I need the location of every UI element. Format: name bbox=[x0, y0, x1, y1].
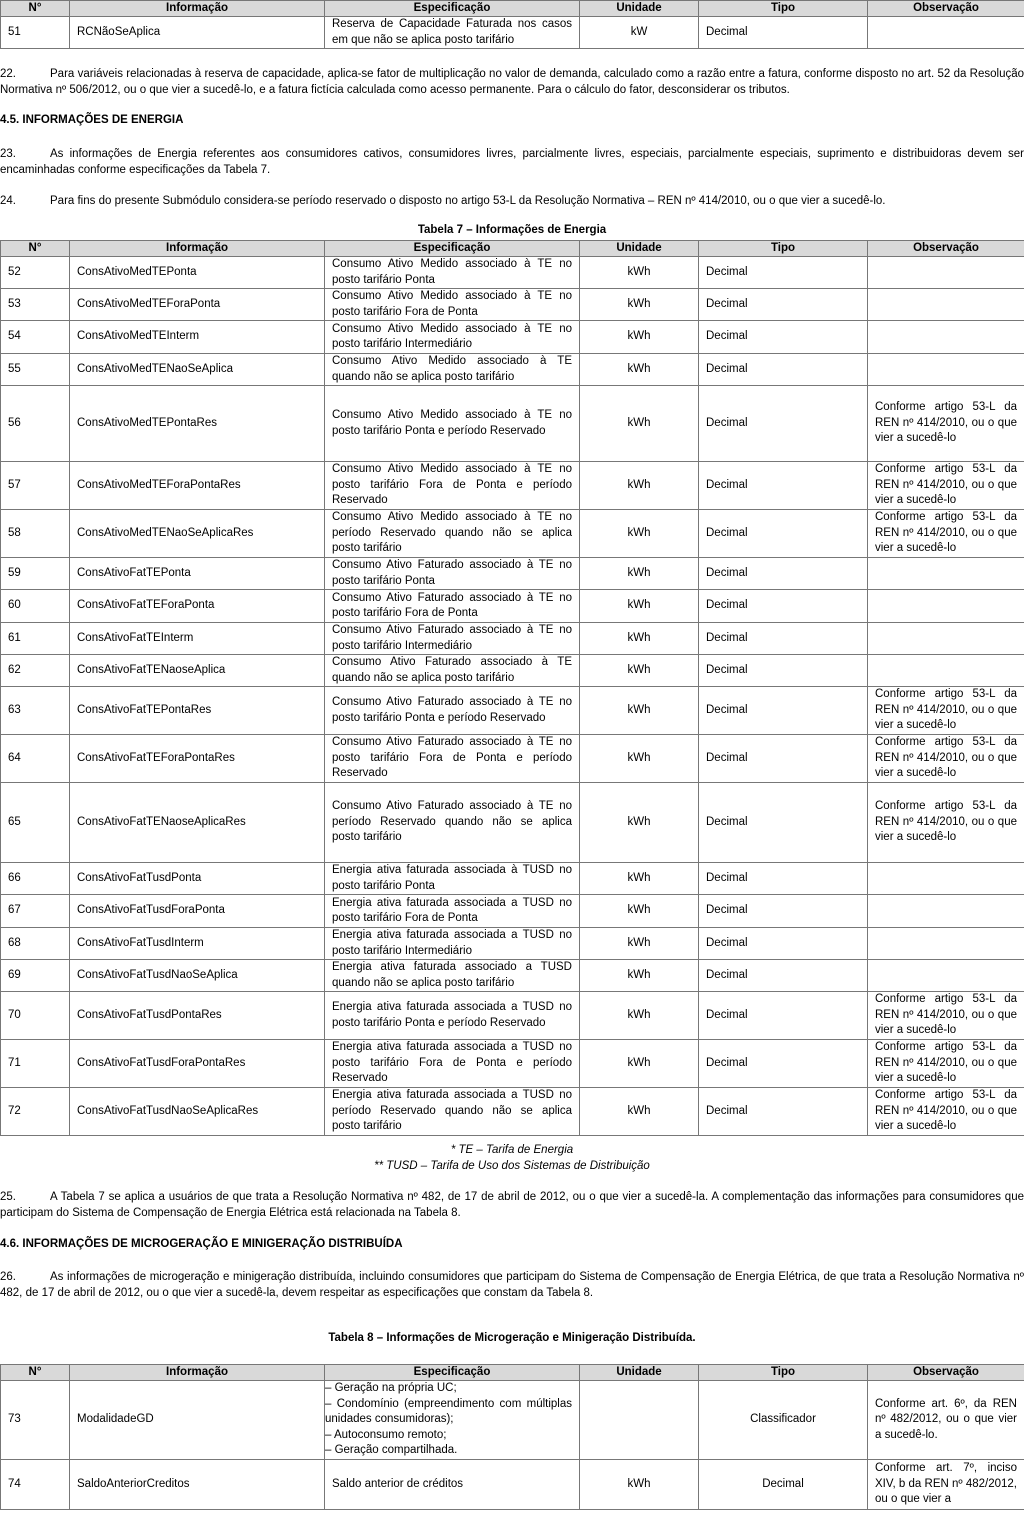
cell-unidade: kWh bbox=[580, 386, 699, 462]
table-row bbox=[1, 257, 1024, 289]
cell-informacao: ConsAtivoFatTusdNaoSeAplicaRes bbox=[70, 1088, 325, 1136]
cell-n: 61 bbox=[1, 623, 70, 655]
table-body bbox=[1, 1381, 1024, 1510]
table-row bbox=[1, 1040, 1024, 1088]
cell-n: 66 bbox=[1, 863, 70, 895]
table-8 bbox=[0, 1364, 1024, 1510]
cell-especificacao bbox=[325, 1381, 580, 1460]
header-especificacao: Especificação bbox=[325, 241, 580, 257]
table-row bbox=[1, 863, 1024, 895]
cell-especificacao: Energia ativa faturada associado a TUSD quando não se aplica posto tarifário bbox=[325, 960, 580, 992]
cell-especificacao: Consumo Ativo Faturado associado à TE no posto tarifário Fora de Ponta e período Reservado bbox=[325, 735, 580, 783]
header-informacao: Informação bbox=[70, 1, 325, 17]
cell-especificacao: Consumo Ativo Faturado associado à TE no período Reservado quando não se aplica posto tarifário bbox=[325, 783, 580, 863]
cell-n: 59 bbox=[1, 558, 70, 590]
header-especificacao: Especificação bbox=[325, 1, 580, 17]
cell-observacao bbox=[868, 354, 1024, 386]
header-tipo: Tipo bbox=[699, 241, 868, 257]
spec-item: – Autoconsumo remoto; bbox=[325, 1428, 447, 1441]
table-row bbox=[1, 895, 1024, 928]
cell-observacao: Conforme art. 6º, da REN nº 482/2012, ou o que vier a sucedê-lo. bbox=[868, 1381, 1024, 1460]
table-row bbox=[1, 735, 1024, 783]
cell-n: 63 bbox=[1, 687, 70, 735]
cell-informacao: ConsAtivoFatTEPonta bbox=[70, 558, 325, 590]
cell-tipo: Decimal bbox=[699, 735, 868, 783]
cell-especificacao: Consumo Ativo Faturado associado à TE no posto tarifário Ponta bbox=[325, 558, 580, 590]
cell-observacao bbox=[868, 895, 1024, 928]
table-header-row bbox=[1, 1365, 1024, 1381]
footnote-te: * TE – Tarifa de Energia bbox=[450, 1144, 574, 1156]
cell-unidade: kWh bbox=[580, 289, 699, 321]
cell-n: 56 bbox=[1, 386, 70, 462]
cell-unidade: kW bbox=[580, 17, 699, 49]
header-observacao: Observação bbox=[868, 1, 1024, 17]
cell-informacao: ConsAtivoFatTEForaPontaRes bbox=[70, 735, 325, 783]
paragraph-23 bbox=[0, 146, 1024, 178]
header-especificacao: Especificação bbox=[325, 1365, 580, 1381]
header-n: N° bbox=[1, 1, 70, 17]
cell-unidade: kWh bbox=[580, 1460, 699, 1510]
cell-n: 53 bbox=[1, 289, 70, 321]
section-heading-4-5: 4.5. INFORMAÇÕES DE ENERGIA bbox=[0, 114, 184, 126]
cell-n: 69 bbox=[1, 960, 70, 992]
cell-especificacao: Consumo Ativo Faturado associado à TE no posto tarifário Fora de Ponta bbox=[325, 590, 580, 623]
cell-unidade: kWh bbox=[580, 655, 699, 687]
cell-especificacao: Consumo Ativo Medido associado à TE no posto tarifário Fora de Ponta bbox=[325, 289, 580, 321]
table-row bbox=[1, 687, 1024, 735]
cell-informacao: ConsAtivoFatTENaoseAplica bbox=[70, 655, 325, 687]
cell-n: 72 bbox=[1, 1088, 70, 1136]
section-heading-4-6: 4.6. INFORMAÇÕES DE MICROGERAÇÃO E MINIGERAÇÃO DISTRIBUÍDA bbox=[0, 1238, 403, 1250]
table-row bbox=[1, 462, 1024, 510]
cell-observacao bbox=[868, 655, 1024, 687]
footnote-tusd: ** TUSD – Tarifa de Uso dos Sistemas de Distribuição bbox=[374, 1160, 650, 1172]
cell-especificacao: Consumo Ativo Faturado associado à TE no posto tarifário Intermediário bbox=[325, 623, 580, 655]
cell-tipo: Decimal bbox=[699, 321, 868, 354]
paragraph-text: As informações de microgeração e minigeração distribuída, incluindo consumidores que participam do Sistema de Compensação de Energia Elétrica, de que trata a Resolução Normativa nº 482, de 17 de abril de 2012, ou o que vier a sucedê-la, devem respeitar as especificações que constam da Tabela 8. bbox=[0, 1271, 1024, 1299]
header-n: N° bbox=[1, 1365, 70, 1381]
cell-informacao: SaldoAnteriorCreditos bbox=[70, 1460, 325, 1510]
paragraph-22 bbox=[0, 66, 1024, 98]
cell-informacao: ConsAtivoFatTENaoseAplicaRes bbox=[70, 783, 325, 863]
cell-tipo: Classificador bbox=[699, 1381, 868, 1460]
cell-n: 64 bbox=[1, 735, 70, 783]
cell-tipo: Decimal bbox=[699, 558, 868, 590]
cell-informacao: ModalidadeGD bbox=[70, 1381, 325, 1460]
table-header-row bbox=[1, 241, 1024, 257]
cell-n: 70 bbox=[1, 992, 70, 1040]
paragraph-text: Para variáveis relacionadas à reserva de capacidade, aplica-se fator de multiplicação no valor de demanda, calculado como a razão entre a fatura, conforme disposto no art. 52 da Resolução Normativa nº 506/2012, ou o que vier a sucedê-lo, e a fatura fictícia calculada como acesso permanente. Para o cálculo do fator, desconsiderar os tributos. bbox=[0, 68, 1024, 96]
cell-unidade: kWh bbox=[580, 558, 699, 590]
cell-observacao: Conforme artigo 53-L da REN nº 414/2010, ou o que vier a sucedê-lo bbox=[868, 687, 1024, 735]
cell-especificacao: Consumo Ativo Medido associado à TE quando não se aplica posto tarifário bbox=[325, 354, 580, 386]
paragraph-text: A Tabela 7 se aplica a usuários de que trata a Resolução Normativa nº 482, de 17 de abril de 2012, ou o que vier a sucedê-la. A complementação das informações para consumidores que participam do Sistema de Compensação de Energia Elétrica está relacionada na Tabela 8. bbox=[0, 1191, 1024, 1219]
cell-especificacao: Energia ativa faturada associada a TUSD no posto tarifário Fora de Ponta e período Reservado bbox=[325, 1040, 580, 1088]
cell-tipo: Decimal bbox=[699, 687, 868, 735]
cell-informacao: ConsAtivoFatTusdNaoSeAplica bbox=[70, 960, 325, 992]
cell-observacao: Conforme artigo 53-L da REN nº 414/2010, ou o que vier a sucedê-lo bbox=[868, 992, 1024, 1040]
cell-informacao: ConsAtivoFatTusdForaPonta bbox=[70, 895, 325, 928]
cell-n: 60 bbox=[1, 590, 70, 623]
cell-tipo: Decimal bbox=[699, 386, 868, 462]
paragraph-25 bbox=[0, 1189, 1024, 1221]
cell-tipo: Decimal bbox=[699, 895, 868, 928]
table-6-continuation bbox=[0, 0, 1024, 49]
cell-informacao: ConsAtivoMedTEPontaRes bbox=[70, 386, 325, 462]
cell-tipo: Decimal bbox=[699, 960, 868, 992]
cell-tipo: Decimal bbox=[699, 1088, 868, 1136]
header-observacao: Observação bbox=[868, 1365, 1024, 1381]
cell-observacao: Conforme artigo 53-L da REN nº 414/2010, ou o que vier a sucedê-lo bbox=[868, 783, 1024, 863]
cell-observacao bbox=[868, 960, 1024, 992]
table-8-caption: Tabela 8 – Informações de Microgeração e Minigeração Distribuída. bbox=[328, 1332, 696, 1344]
cell-observacao bbox=[868, 17, 1024, 49]
table-row bbox=[1, 17, 1024, 49]
table-row bbox=[1, 992, 1024, 1040]
cell-tipo: Decimal bbox=[699, 354, 868, 386]
header-unidade: Unidade bbox=[580, 1365, 699, 1381]
cell-unidade: kWh bbox=[580, 687, 699, 735]
cell-especificacao: Energia ativa faturada associada a TUSD no período Reservado quando não se aplica posto tarifário bbox=[325, 1088, 580, 1136]
cell-observacao: Conforme art. 7º, inciso XIV, b da REN nº 482/2012, ou o que vier a bbox=[868, 1460, 1024, 1510]
cell-informacao: ConsAtivoFatTusdInterm bbox=[70, 928, 325, 960]
paragraph-number: 25. bbox=[0, 1191, 16, 1203]
cell-informacao: ConsAtivoMedTEPonta bbox=[70, 257, 325, 289]
paragraph-number: 22. bbox=[0, 68, 16, 80]
cell-especificacao: Consumo Ativo Medido associado à TE no posto tarifário Fora de Ponta e período Reservado bbox=[325, 462, 580, 510]
cell-observacao bbox=[868, 863, 1024, 895]
cell-especificacao: Consumo Ativo Medido associado à TE no período Reservado quando não se aplica posto tarifário bbox=[325, 510, 580, 558]
cell-informacao: ConsAtivoFatTusdPonta bbox=[70, 863, 325, 895]
cell-tipo: Decimal bbox=[699, 623, 868, 655]
cell-informacao: ConsAtivoMedTEForaPontaRes bbox=[70, 462, 325, 510]
table-row bbox=[1, 655, 1024, 687]
cell-unidade: kWh bbox=[580, 321, 699, 354]
cell-unidade: kWh bbox=[580, 960, 699, 992]
table-row bbox=[1, 928, 1024, 960]
cell-tipo: Decimal bbox=[699, 1460, 868, 1510]
cell-unidade: kWh bbox=[580, 510, 699, 558]
cell-tipo: Decimal bbox=[699, 257, 868, 289]
cell-especificacao: Energia ativa faturada associada a TUSD no posto tarifário Intermediário bbox=[325, 928, 580, 960]
table-row bbox=[1, 1088, 1024, 1136]
cell-tipo: Decimal bbox=[699, 992, 868, 1040]
cell-tipo: Decimal bbox=[699, 289, 868, 321]
cell-unidade: kWh bbox=[580, 992, 699, 1040]
paragraph-number: 23. bbox=[0, 148, 16, 160]
cell-tipo: Decimal bbox=[699, 928, 868, 960]
cell-observacao: Conforme artigo 53-L da REN nº 414/2010, ou o que vier a sucedê-lo bbox=[868, 386, 1024, 462]
cell-n: 55 bbox=[1, 354, 70, 386]
cell-unidade: kWh bbox=[580, 863, 699, 895]
table-row bbox=[1, 289, 1024, 321]
header-unidade: Unidade bbox=[580, 1, 699, 17]
cell-especificacao: Consumo Ativo Medido associado à TE no posto tarifário Ponta e período Reservado bbox=[325, 386, 580, 462]
paragraph-text: As informações de Energia referentes aos consumidores cativos, consumidores livres, parcialmente livres, especiais, parcialmente especiais, suprimento e distribuidoras devem ser encaminhadas conforme especificações da Tabela 7. bbox=[0, 148, 1024, 176]
cell-informacao: ConsAtivoFatTusdPontaRes bbox=[70, 992, 325, 1040]
cell-n: 54 bbox=[1, 321, 70, 354]
table-row bbox=[1, 354, 1024, 386]
cell-tipo: Decimal bbox=[699, 655, 868, 687]
cell-unidade: kWh bbox=[580, 783, 699, 863]
table-body bbox=[1, 17, 1024, 49]
cell-observacao: Conforme artigo 53-L da REN nº 414/2010, ou o que vier a sucedê-lo bbox=[868, 1088, 1024, 1136]
cell-observacao: Conforme artigo 53-L da REN nº 414/2010, ou o que vier a sucedê-lo bbox=[868, 1040, 1024, 1088]
cell-especificacao: Consumo Ativo Medido associado à TE no posto tarifário Ponta bbox=[325, 257, 580, 289]
spec-item: – Geração na própria UC; bbox=[325, 1382, 457, 1395]
cell-tipo: Decimal bbox=[699, 510, 868, 558]
cell-n: 73 bbox=[1, 1381, 70, 1460]
cell-especificacao: Consumo Ativo Medido associado à TE no posto tarifário Intermediário bbox=[325, 321, 580, 354]
cell-tipo: Decimal bbox=[699, 783, 868, 863]
cell-informacao: ConsAtivoMedTEInterm bbox=[70, 321, 325, 354]
cell-observacao bbox=[868, 289, 1024, 321]
header-informacao: Informação bbox=[70, 241, 325, 257]
cell-informacao: ConsAtivoMedTENaoSeAplicaRes bbox=[70, 510, 325, 558]
table-7 bbox=[0, 240, 1024, 1136]
header-tipo: Tipo bbox=[699, 1365, 868, 1381]
cell-n: 65 bbox=[1, 783, 70, 863]
cell-especificacao: Saldo anterior de créditos bbox=[325, 1460, 580, 1510]
cell-unidade: kWh bbox=[580, 735, 699, 783]
cell-n: 57 bbox=[1, 462, 70, 510]
cell-tipo: Decimal bbox=[699, 462, 868, 510]
cell-informacao: RCNãoSeAplica bbox=[70, 17, 325, 49]
table-row bbox=[1, 1460, 1024, 1510]
cell-unidade: kWh bbox=[580, 928, 699, 960]
paragraph-number: 26. bbox=[0, 1271, 16, 1283]
cell-observacao bbox=[868, 558, 1024, 590]
cell-n: 71 bbox=[1, 1040, 70, 1088]
cell-informacao: ConsAtivoFatTusdForaPontaRes bbox=[70, 1040, 325, 1088]
cell-observacao bbox=[868, 257, 1024, 289]
cell-n: 58 bbox=[1, 510, 70, 558]
cell-especificacao: Energia ativa faturada associada a TUSD no posto tarifário Ponta e período Reservado bbox=[325, 992, 580, 1040]
cell-unidade: kWh bbox=[580, 590, 699, 623]
cell-especificacao: Consumo Ativo Faturado associado à TE no posto tarifário Ponta e período Reservado bbox=[325, 687, 580, 735]
cell-informacao: ConsAtivoFatTEPontaRes bbox=[70, 687, 325, 735]
header-n: N° bbox=[1, 241, 70, 257]
table-row bbox=[1, 558, 1024, 590]
cell-especificacao: Consumo Ativo Faturado associado à TE quando não se aplica posto tarifário bbox=[325, 655, 580, 687]
cell-n: 62 bbox=[1, 655, 70, 687]
cell-n: 52 bbox=[1, 257, 70, 289]
cell-n: 68 bbox=[1, 928, 70, 960]
header-unidade: Unidade bbox=[580, 241, 699, 257]
cell-observacao bbox=[868, 590, 1024, 623]
cell-informacao: ConsAtivoMedTEForaPonta bbox=[70, 289, 325, 321]
cell-unidade: kWh bbox=[580, 623, 699, 655]
cell-tipo: Decimal bbox=[699, 590, 868, 623]
cell-unidade bbox=[580, 1381, 699, 1460]
table-body bbox=[1, 257, 1024, 1136]
cell-unidade: kWh bbox=[580, 1040, 699, 1088]
cell-informacao: ConsAtivoFatTEInterm bbox=[70, 623, 325, 655]
paragraph-24 bbox=[0, 193, 1024, 209]
header-tipo: Tipo bbox=[699, 1, 868, 17]
cell-unidade: kWh bbox=[580, 257, 699, 289]
cell-n: 67 bbox=[1, 895, 70, 928]
cell-observacao: Conforme artigo 53-L da REN nº 414/2010, ou o que vier a sucedê-lo bbox=[868, 735, 1024, 783]
table-header-row bbox=[1, 1, 1024, 17]
table-row bbox=[1, 783, 1024, 863]
paragraph-text: Para fins do presente Submódulo considera-se período reservado o disposto no artigo 53-L da Resolução Normativa – REN nº 414/2010, ou o que vier a sucedê-lo. bbox=[50, 195, 886, 207]
cell-unidade: kWh bbox=[580, 895, 699, 928]
cell-observacao: Conforme artigo 53-L da REN nº 414/2010, ou o que vier a sucedê-lo bbox=[868, 510, 1024, 558]
table-7-caption: Tabela 7 – Informações de Energia bbox=[417, 224, 607, 236]
spec-item: – Geração compartilhada. bbox=[325, 1444, 458, 1457]
table-row bbox=[1, 590, 1024, 623]
paragraph-number: 24. bbox=[0, 195, 16, 207]
cell-unidade: kWh bbox=[580, 354, 699, 386]
cell-informacao: ConsAtivoFatTEForaPonta bbox=[70, 590, 325, 623]
cell-observacao bbox=[868, 928, 1024, 960]
cell-unidade: kWh bbox=[580, 462, 699, 510]
header-informacao: Informação bbox=[70, 1365, 325, 1381]
cell-unidade: kWh bbox=[580, 1088, 699, 1136]
table-row bbox=[1, 386, 1024, 462]
cell-tipo: Decimal bbox=[699, 1040, 868, 1088]
cell-especificacao: Energia ativa faturada associada à TUSD no posto tarifário Ponta bbox=[325, 863, 580, 895]
cell-observacao bbox=[868, 623, 1024, 655]
cell-informacao: ConsAtivoMedTENaoSeAplica bbox=[70, 354, 325, 386]
cell-observacao: Conforme artigo 53-L da REN nº 414/2010, ou o que vier a sucedê-lo bbox=[868, 462, 1024, 510]
cell-n: 51 bbox=[1, 17, 70, 49]
table-row bbox=[1, 321, 1024, 354]
table-row bbox=[1, 960, 1024, 992]
paragraph-26 bbox=[0, 1269, 1024, 1301]
table-row bbox=[1, 623, 1024, 655]
cell-tipo: Decimal bbox=[699, 863, 868, 895]
table-row bbox=[1, 1381, 1024, 1460]
cell-especificacao: Reserva de Capacidade Faturada nos casos em que não se aplica posto tarifário bbox=[325, 17, 580, 49]
spec-item: – Condomínio (empreendimento com múltiplas unidades consumidoras); bbox=[325, 1397, 572, 1426]
header-observacao: Observação bbox=[868, 241, 1024, 257]
cell-n: 74 bbox=[1, 1460, 70, 1510]
cell-observacao bbox=[868, 321, 1024, 354]
cell-especificacao: Energia ativa faturada associada a TUSD no posto tarifário Fora de Ponta bbox=[325, 895, 580, 928]
cell-tipo: Decimal bbox=[699, 17, 868, 49]
table-row bbox=[1, 510, 1024, 558]
